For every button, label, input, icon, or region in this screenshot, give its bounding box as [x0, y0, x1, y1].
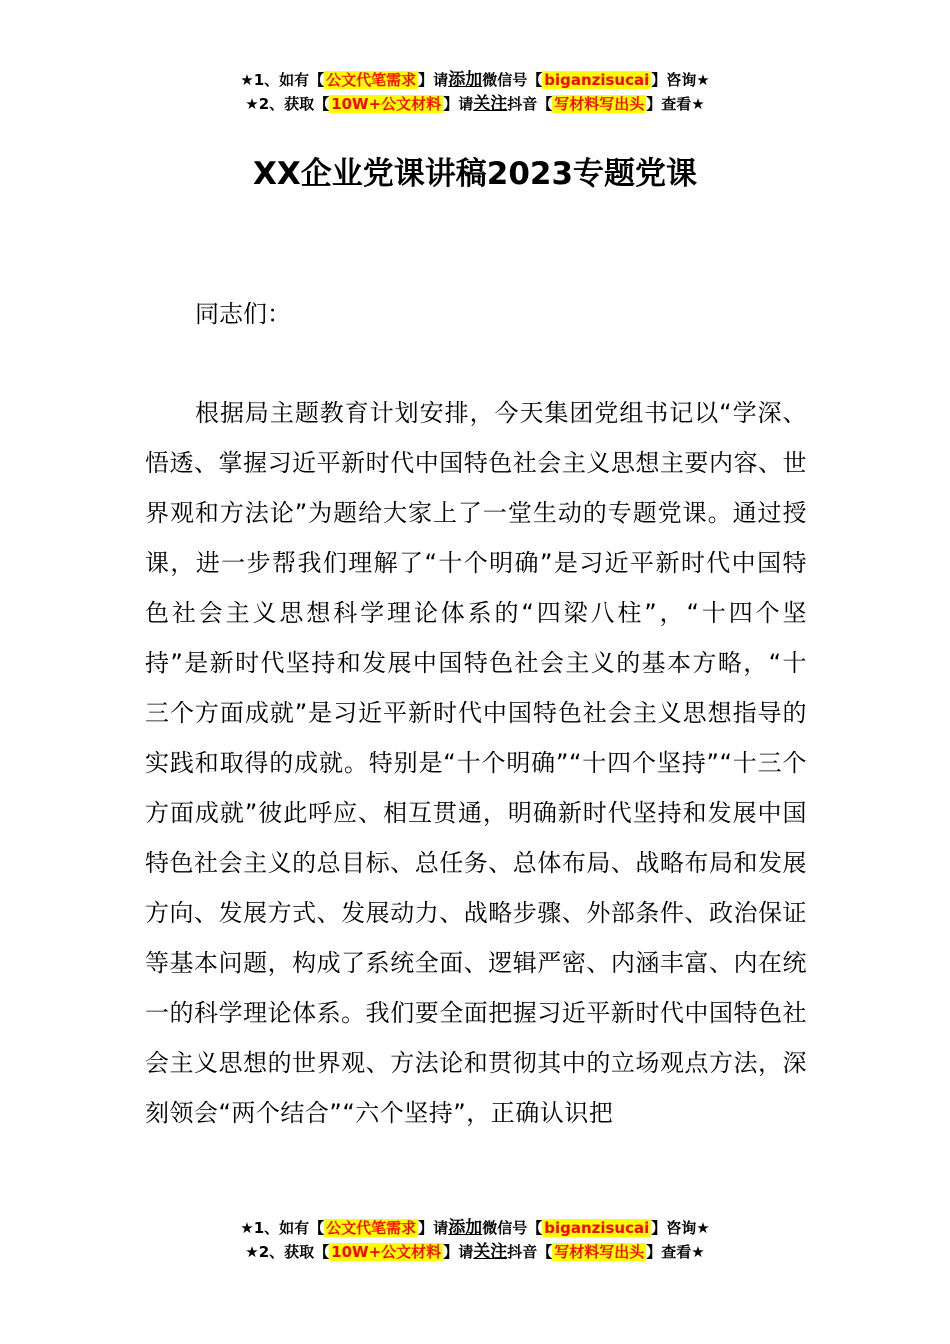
banner-text: 微信号【 [482, 1219, 543, 1237]
banner-text: 】查看★ [646, 95, 705, 113]
highlight-ghostwriting: 公文代笔需求 [326, 71, 417, 89]
banner-line-2 [0, 92, 950, 116]
banner-emphasis: 关注 [473, 94, 508, 114]
highlight-materials: 10W+公文材料 [331, 1243, 442, 1261]
banner-line-1 [0, 1216, 950, 1240]
highlight-materials: 10W+公文材料 [331, 95, 442, 113]
header-banner [0, 68, 950, 116]
greeting: 同志们： [195, 300, 291, 328]
banner-text: ★2、获取【 [245, 1243, 330, 1261]
banner-text: ★1、如有【 [240, 71, 325, 89]
banner-text: 】咨询★ [651, 71, 710, 89]
banner-text: 抖音【 [507, 1243, 553, 1261]
body-paragraph: 根据局主题教育计划安排，今天集团党组书记以“学深、悟透、掌握习近平新时代中国特色社会主义思想主要内容、世界观和方法论”为题给大家上了一堂生动的专题党课。通过授课，进一步帮我们理解了“十个明确”是习近平新时代中国特色社会主义思想科学理论体系的“四梁八柱”，“十四个坚持”是新时代坚持和发展中国特色社会主义的基本方略，“十三个方面成就”是习近平新时代中国特色社会主义思想指导的实践和取得的成就。特别是“十个明确”“十四个坚持”“十三个方面成就”彼此呼应、相互贯通，明确新时代坚持和发展中国特色社会主义的总目标、总任务、总体布局、战略布局和发展方向、发展方式、发展动力、战略步骤、外部条件、政治保证等基本问题，构成了系统全面、逻辑严密、内涵丰富、内在统一的科学理论体系。我们要全面把握习近平新时代中国特色社会主义思想的世界观、方法论和贯彻其中的立场观点方法，深刻领会“两个结合”“六个坚持”，正确认识把 [145, 399, 807, 1127]
banner-text: ★1、如有【 [240, 1219, 325, 1237]
highlight-douyin: 写材料写出头 [554, 95, 645, 113]
banner-emphasis: 添加 [448, 70, 483, 90]
banner-emphasis: 添加 [448, 1218, 483, 1238]
banner-text: 】请 [443, 1243, 474, 1261]
banner-line-2 [0, 1240, 950, 1264]
banner-text: 】请 [418, 71, 449, 89]
banner-line-1 [0, 68, 950, 92]
highlight-ghostwriting: 公文代笔需求 [326, 1219, 417, 1237]
banner-text: 】查看★ [646, 1243, 705, 1261]
highlight-douyin: 写材料写出头 [554, 1243, 645, 1261]
footer-banner [0, 1216, 950, 1264]
banner-emphasis: 关注 [473, 1242, 508, 1262]
document-title: XX企业党课讲稿2023专题党课 [252, 156, 698, 192]
banner-text: 】请 [418, 1219, 449, 1237]
highlight-wechat-id: biganzisucai [544, 1219, 650, 1237]
banner-text: 】请 [443, 95, 474, 113]
banner-text: 微信号【 [482, 71, 543, 89]
highlight-wechat-id: biganzisucai [544, 71, 650, 89]
banner-text: ★2、获取【 [245, 95, 330, 113]
banner-text: 抖音【 [507, 95, 553, 113]
banner-text: 】咨询★ [651, 1219, 710, 1237]
